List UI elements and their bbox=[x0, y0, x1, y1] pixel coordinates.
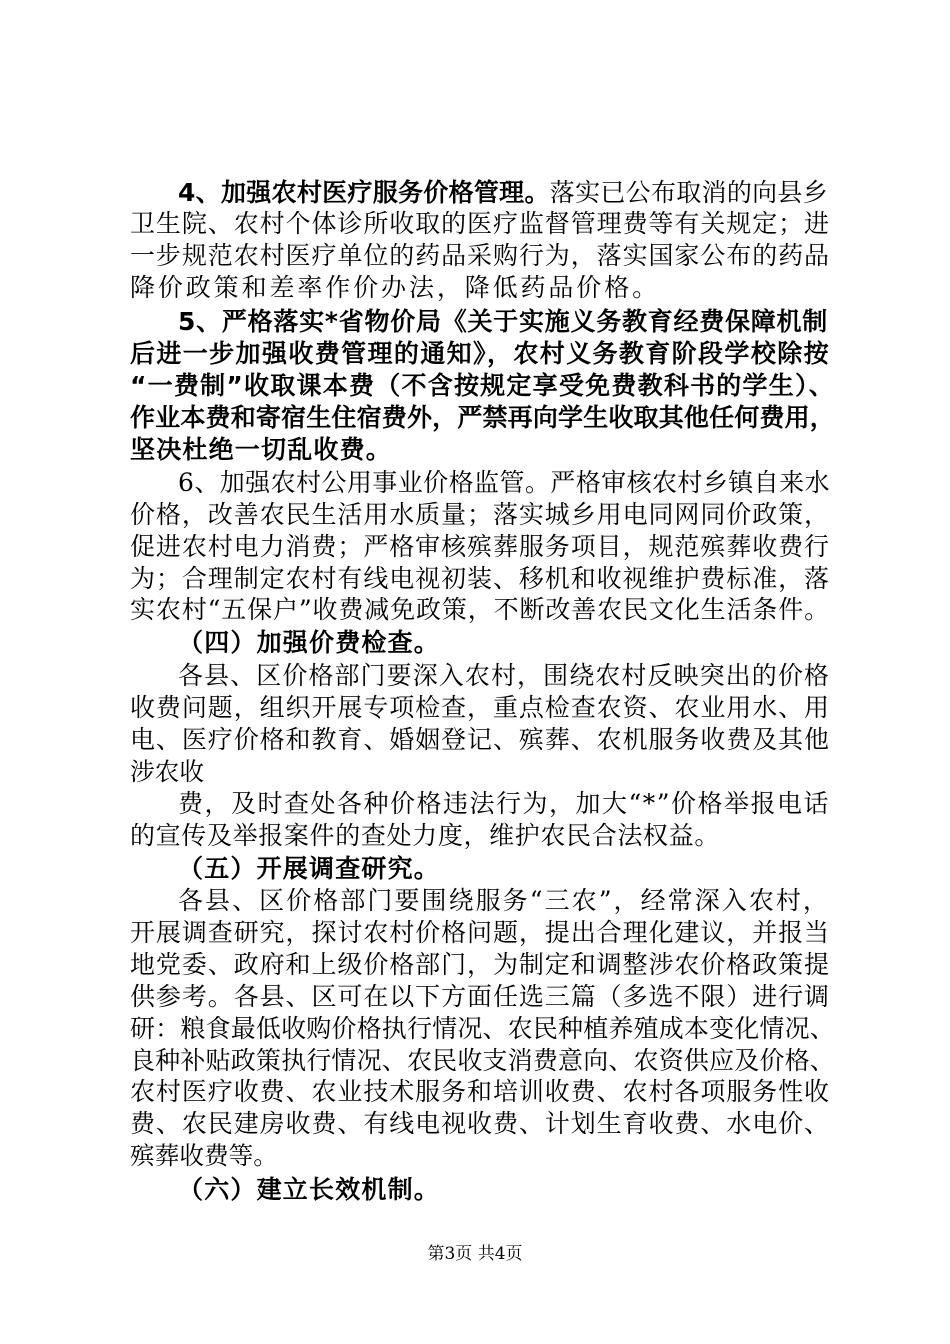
text-line bbox=[130, 594, 830, 626]
text-line bbox=[130, 1076, 830, 1108]
text-line bbox=[130, 370, 835, 402]
body-text: 各县、区价格部门要深入农村，围绕农村反映突出的价格 bbox=[178, 661, 830, 690]
body-text: 实农村“五保户”收费减免政策，不断改善农民文化生活条件。 bbox=[130, 595, 830, 624]
text-line bbox=[130, 981, 830, 1013]
text-line bbox=[130, 724, 830, 756]
text-line bbox=[130, 949, 830, 981]
text-line bbox=[178, 885, 830, 917]
bold-text: 作业本费和寄宿生住宿费外，严禁再向学生收取其他任何费用， bbox=[130, 403, 835, 432]
text-line bbox=[130, 434, 392, 466]
text-line bbox=[178, 306, 828, 338]
body-text: 6、加强农村公用事业价格监管。 bbox=[178, 468, 551, 497]
body-text: 费、农民建房收费、有线电视收费、计划生育收费、水电价、 bbox=[130, 1109, 830, 1138]
text-line bbox=[130, 563, 830, 595]
text-line bbox=[130, 917, 830, 949]
text-line bbox=[130, 756, 204, 788]
body-text: 落实已公布取消的向县乡 bbox=[549, 178, 828, 207]
text-line bbox=[130, 338, 830, 370]
page-footer: 第3页 共4页 bbox=[427, 1244, 523, 1264]
body-text: 农村医疗收费、农业技术服务和培训收费、农村各项服务性收 bbox=[130, 1077, 830, 1106]
body-text: 电、医疗价格和教育、婚姻登记、殡葬、农机服务收费及其他 bbox=[130, 725, 830, 754]
text-line bbox=[178, 853, 440, 885]
text-line bbox=[178, 627, 440, 659]
text-line bbox=[178, 788, 830, 820]
body-text: 收费问题，组织开展专项检查，重点检查农资、农业用水、用 bbox=[130, 693, 830, 722]
bold-text: （四）加强价费检查。 bbox=[178, 628, 440, 657]
text-line bbox=[178, 467, 830, 499]
bold-text: 坚决杜绝一切乱收费。 bbox=[130, 435, 392, 464]
body-text: 供参考。各县、区可在以下方面任选三篇（多选不限）进行调 bbox=[130, 982, 830, 1011]
body-text: 涉农收 bbox=[130, 757, 204, 786]
body-text: 卫生院、农村个体诊所收取的医疗监督管理费等有关规定；进 bbox=[130, 209, 830, 238]
bold-text: 4、加强农村医疗服务价格管理。 bbox=[178, 178, 550, 207]
body-text: 为；合理制定农村有线电视初装、移机和收视维护费标准，落 bbox=[130, 564, 830, 593]
bold-text: 5、严格落实*省物价局《关于实施义务教育经费保障机制 bbox=[178, 307, 828, 336]
body-text: 严格审核农村乡镇自来水 bbox=[550, 468, 830, 497]
text-line bbox=[130, 1108, 830, 1140]
text-line bbox=[130, 208, 830, 240]
text-line bbox=[130, 1140, 278, 1172]
text-line bbox=[178, 177, 828, 209]
text-line bbox=[130, 272, 660, 304]
text-line bbox=[130, 499, 830, 531]
body-text: 研：粮食最低收购价格执行情况、农民种植养殖成本变化情况、 bbox=[130, 1014, 835, 1043]
text-line bbox=[130, 402, 835, 434]
text-line bbox=[130, 240, 830, 272]
body-text: 开展调查研究，探讨农村价格问题，提出合理化建议，并报当 bbox=[130, 918, 830, 947]
body-text: 一步规范农村医疗单位的药品采购行为，落实国家公布的药品 bbox=[130, 241, 830, 270]
body-text: 地党委、政府和上级价格部门，为制定和调整涉农价格政策提 bbox=[130, 950, 830, 979]
bold-text: （六）建立长效机制。 bbox=[178, 1175, 440, 1204]
body-text: 各县、区价格部门要围绕服务“三农”，经常深入农村， bbox=[178, 886, 830, 915]
body-text: 费，及时查处各种价格违法行为，加大“*”价格举报电话 bbox=[178, 789, 830, 818]
body-text: 促进农村电力消费；严格审核殡葬服务项目，规范殡葬收费行 bbox=[130, 532, 830, 561]
text-line bbox=[178, 1174, 440, 1206]
text-line bbox=[130, 692, 830, 724]
text-line bbox=[130, 1045, 835, 1077]
body-text: 降价政策和差率作价办法，降低药品价格。 bbox=[130, 273, 660, 302]
body-text: 良种补贴政策执行情况、农民收支消费意向、农资供应及价格、 bbox=[130, 1046, 835, 1075]
bold-text: （五）开展调查研究。 bbox=[178, 854, 440, 883]
text-line bbox=[130, 820, 720, 852]
body-text: 殡葬收费等。 bbox=[130, 1141, 278, 1170]
text-line bbox=[178, 660, 830, 692]
text-line bbox=[130, 531, 830, 563]
body-text: 的宣传及举报案件的查处力度，维护农民合法权益。 bbox=[130, 821, 720, 850]
text-line bbox=[130, 1013, 835, 1045]
bold-text: 后进一步加强收费管理的通知》，农村义务教育阶段学校除按 bbox=[130, 339, 830, 368]
bold-text: “一费制”收取课本费（不含按规定享受免费教科书的学生）、 bbox=[130, 371, 835, 400]
body-text: 价格，改善农民生活用水质量；落实城乡用电同网同价政策， bbox=[130, 500, 830, 529]
